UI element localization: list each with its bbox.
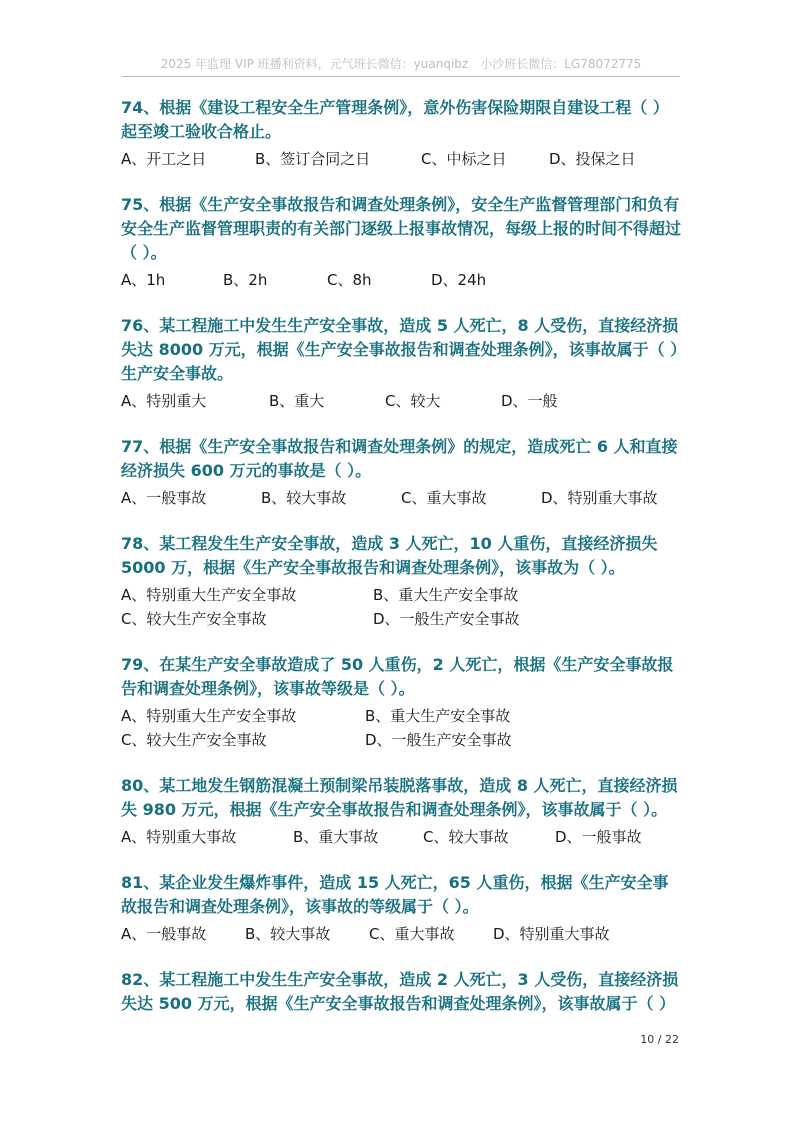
question-82 bbox=[121, 968, 683, 1016]
option-c: C、较大生产安全事故 bbox=[121, 610, 267, 628]
option-a: A、特别重大生产安全事故 bbox=[121, 586, 297, 604]
question-text: 81、某企业发生爆炸事件，造成 15 人死亡，65 人重伤，根据《生产安全事故报告和调查处理条例》，该事故的等级属于（ ）。 bbox=[121, 873, 669, 916]
header-divider bbox=[122, 76, 680, 77]
option-c: C、较大生产安全事故 bbox=[121, 731, 267, 749]
option-d: D、特别重大事故 bbox=[541, 489, 658, 507]
option-c: C、重大事故 bbox=[369, 925, 455, 943]
option-b: B、较大事故 bbox=[245, 925, 331, 943]
question-78 bbox=[121, 532, 683, 631]
question-74 bbox=[121, 96, 683, 171]
question-text: 80、某工地发生钢筋混凝土预制梁吊装脱落事故，造成 8 人死亡，直接经济损失 980 万元，根据《生产安全事故报告和调查处理条例》，该事故属于（ ）。 bbox=[121, 776, 678, 819]
question-79 bbox=[121, 653, 683, 752]
option-row bbox=[121, 607, 683, 631]
option-c: C、较大事故 bbox=[423, 828, 509, 846]
option-a: A、1h bbox=[121, 271, 166, 289]
option-d: D、一般生产安全事故 bbox=[373, 610, 520, 628]
option-row bbox=[121, 922, 683, 946]
option-row bbox=[121, 825, 683, 849]
question-81 bbox=[121, 871, 683, 946]
question-text: 76、某工程施工中发生生产安全事故，造成 5 人死亡，8 人受伤，直接经济损失达 8000 万元，根据《生产安全事故报告和调查处理条例》，该事故属于（ ）生产安全事故。 bbox=[121, 316, 679, 383]
option-a: A、特别重大生产安全事故 bbox=[121, 707, 297, 725]
option-row bbox=[121, 728, 683, 752]
option-b: B、重大生产安全事故 bbox=[365, 707, 511, 725]
question-76 bbox=[121, 314, 683, 413]
question-text: 79、在某生产安全事故造成了 50 人重伤，2 人死亡，根据《生产安全事故报告和调查处理条例》，该事故等级是（ ）。 bbox=[121, 655, 674, 698]
page-number: 10 / 22 bbox=[640, 1033, 679, 1046]
option-row bbox=[121, 583, 683, 607]
question-text: 77、根据《生产安全事故报告和调查处理条例》的规定，造成死亡 6 人和直接经济损失 600 万元的事故是（ ）。 bbox=[121, 437, 678, 480]
option-b: B、重大 bbox=[269, 392, 325, 410]
option-a: A、开工之日 bbox=[121, 150, 207, 168]
option-c: C、中标之日 bbox=[421, 150, 507, 168]
option-d: D、特别重大事故 bbox=[493, 925, 610, 943]
option-row bbox=[121, 147, 683, 171]
page-header: 2025 年监理 VIP 班播利资料，元气班长微信：yuanqibz 小沙班长微信：LG78072775 bbox=[160, 57, 642, 71]
question-80 bbox=[121, 774, 683, 849]
option-row bbox=[121, 486, 683, 510]
option-b: B、较大事故 bbox=[261, 489, 347, 507]
question-list bbox=[121, 96, 683, 1038]
question-text: 78、某工程发生生产安全事故，造成 3 人死亡，10 人重伤，直接经济损失 5000 万，根据《生产安全事故报告和调查处理条例》，该事故为（ ）。 bbox=[121, 534, 658, 577]
option-b: B、2h bbox=[223, 271, 268, 289]
option-row bbox=[121, 389, 683, 413]
option-d: D、一般生产安全事故 bbox=[365, 731, 512, 749]
option-a: A、一般事故 bbox=[121, 925, 207, 943]
option-b: B、重大事故 bbox=[293, 828, 379, 846]
option-c: C、较大 bbox=[385, 392, 441, 410]
option-row bbox=[121, 268, 683, 292]
option-b: B、重大生产安全事故 bbox=[373, 586, 519, 604]
option-d: D、一般事故 bbox=[555, 828, 642, 846]
option-a: A、特别重大事故 bbox=[121, 828, 237, 846]
option-c: C、8h bbox=[327, 271, 372, 289]
question-text: 74、根据《建设工程安全生产管理条例》，意外伤害保险期限自建设工程（ ）起至竣工验收合格止。 bbox=[121, 98, 669, 141]
option-row bbox=[121, 704, 683, 728]
question-text: 82、某工程施工中发生生产安全事故，造成 2 人死亡，3 人受伤，直接经济损失达 500 万元，根据《生产安全事故报告和调查处理条例》，该事故属于（ ） bbox=[121, 970, 679, 1013]
option-a: A、特别重大 bbox=[121, 392, 207, 410]
question-text: 75、根据《生产安全事故报告和调查处理条例》，安全生产监督管理部门和负有安全生产监督管理职责的有关部门逐级上报事故情况，每级上报的时间不得超过（ ）。 bbox=[121, 195, 682, 262]
option-b: B、签订合同之日 bbox=[255, 150, 371, 168]
question-77 bbox=[121, 435, 683, 510]
option-a: A、一般事故 bbox=[121, 489, 207, 507]
question-75 bbox=[121, 193, 683, 292]
option-d: D、24h bbox=[431, 271, 487, 289]
option-d: D、一般 bbox=[501, 392, 558, 410]
option-d: D、投保之日 bbox=[549, 150, 636, 168]
option-c: C、重大事故 bbox=[401, 489, 487, 507]
